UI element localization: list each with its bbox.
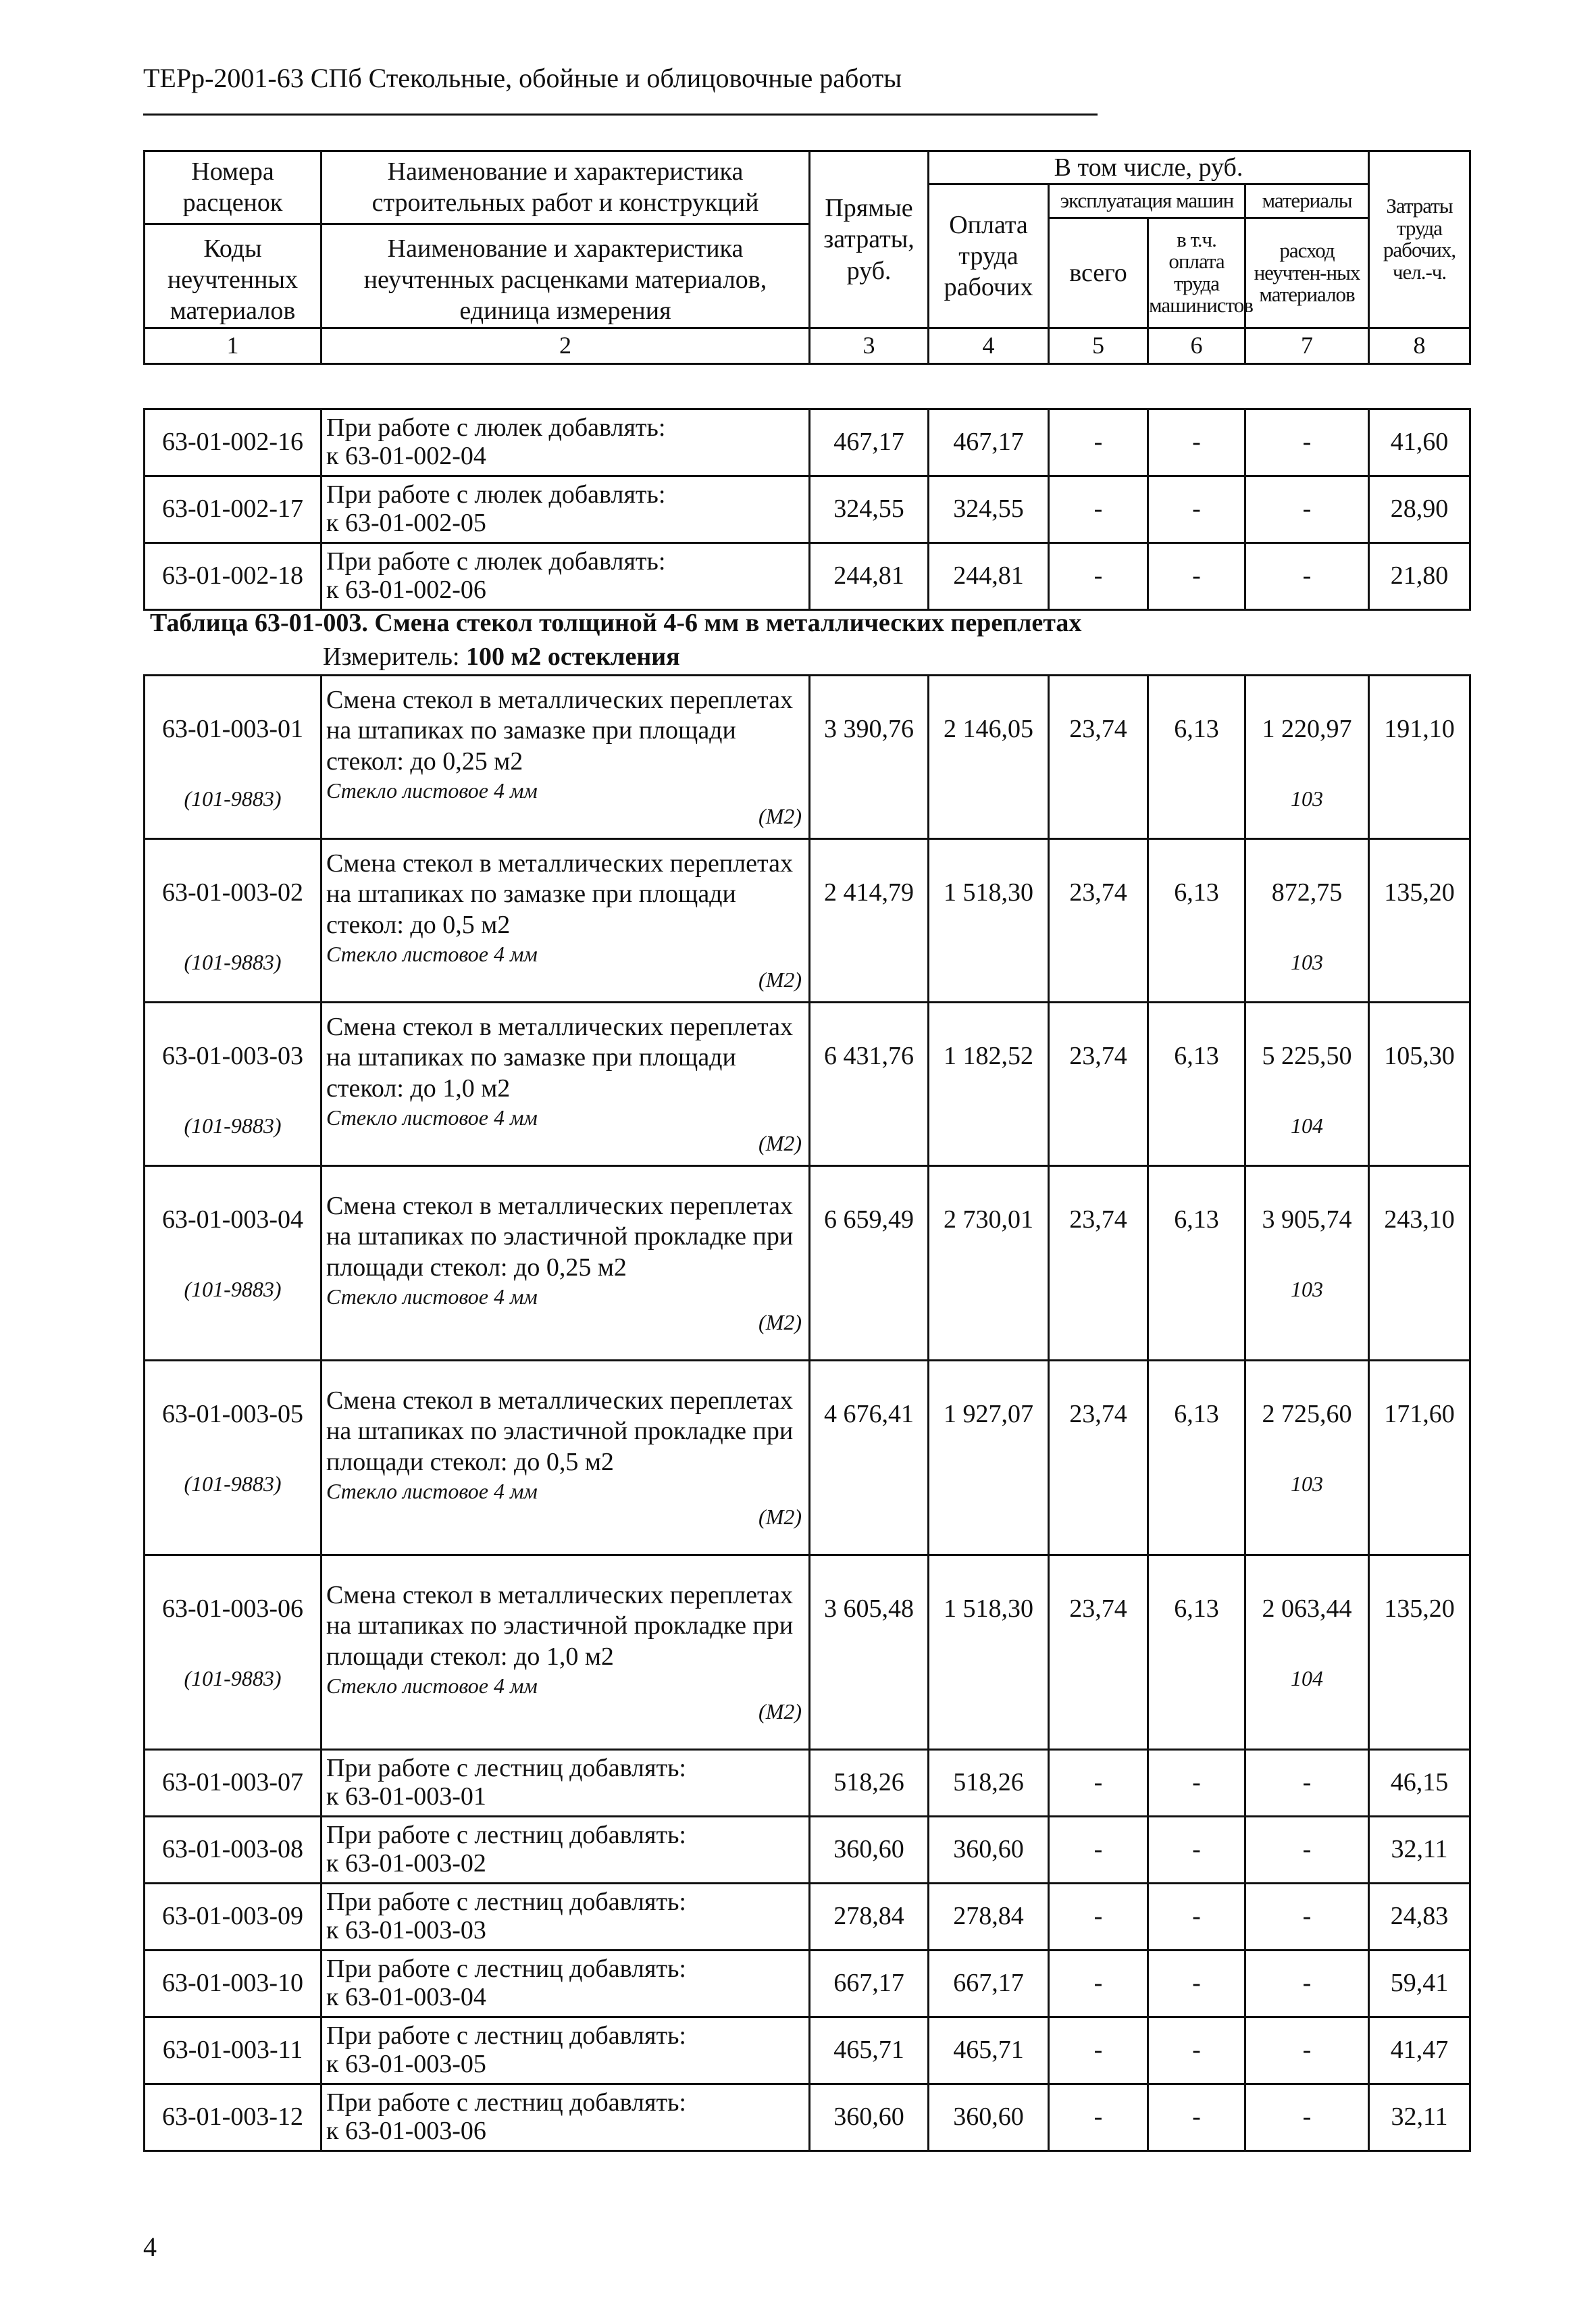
machine-labor-cost: - [1148, 476, 1245, 543]
materials-cost: - [1245, 476, 1369, 543]
table-row [145, 1750, 1470, 1817]
direct-cost-cell [810, 1555, 929, 1750]
rate-description-line2: к 63-01-002-05 [326, 509, 486, 537]
header-group: В том числе, руб. [929, 151, 1369, 184]
machine-labor-cost: - [1148, 1951, 1245, 2017]
direct-cost: 4 676,41 [824, 1400, 914, 1428]
materials-cost: - [1245, 409, 1369, 476]
table-row [145, 2017, 1470, 2084]
labor-hours: 191,10 [1384, 715, 1455, 743]
rate-description-line2: к 63-01-003-01 [326, 1782, 486, 1811]
labor-hours-cell [1369, 1555, 1470, 1750]
machine-labor-cost: - [1148, 2017, 1245, 2084]
rate-code: 63-01-003-10 [145, 1951, 321, 2017]
rate-code: 63-01-003-11 [145, 2017, 321, 2084]
header-materials: материалы [1245, 184, 1369, 218]
material-code: (101-9883) [184, 949, 282, 974]
machine-labor-cost-cell [1148, 1003, 1245, 1166]
labor-cost: 667,17 [929, 1951, 1049, 2017]
materials-cost: 5 225,50 [1262, 1042, 1352, 1070]
header-num-6: 6 [1148, 328, 1245, 363]
material-unit: (М2) [758, 1130, 802, 1155]
labor-cost: 2 146,05 [944, 715, 1033, 743]
rate-description [321, 1884, 810, 1951]
direct-cost: 3 605,48 [824, 1594, 914, 1623]
labor-cost: 1 927,07 [944, 1400, 1033, 1428]
labor-hours: 24,83 [1369, 1884, 1470, 1951]
labor-cost-cell [929, 839, 1049, 1003]
material-unit: (М2) [758, 803, 802, 828]
material-name: Стекло листовое 4 мм [326, 1284, 538, 1309]
rate-description-line1: При работе с люлек добавлять: [326, 547, 666, 576]
direct-cost: 6 659,49 [824, 1205, 914, 1234]
title-rule [143, 114, 1098, 116]
rate-description-line1: При работе с лестниц добавлять: [326, 2021, 686, 2051]
machine-cost-cell [1049, 676, 1148, 839]
header-num-5: 5 [1049, 328, 1148, 363]
labor-cost: 360,60 [929, 2084, 1049, 2151]
table-row [145, 1555, 1470, 1750]
header-col5: всего [1049, 218, 1148, 328]
materials-cost-cell [1245, 1166, 1369, 1361]
page-number: 4 [143, 2232, 157, 2262]
materials-cost-cell [1245, 1555, 1369, 1750]
material-code: (101-9883) [184, 1665, 282, 1690]
materials-cost-cell [1245, 676, 1369, 839]
labor-hours: 46,15 [1369, 1750, 1470, 1817]
labor-hours: 28,90 [1369, 476, 1470, 543]
rate-description [321, 543, 810, 610]
machine-labor-cost: 6,13 [1174, 1594, 1219, 1623]
machine-labor-cost: 6,13 [1174, 715, 1219, 743]
material-quantity: 103 [1291, 949, 1323, 974]
machine-cost: 23,74 [1069, 715, 1127, 743]
table-measure-value: 100 м2 остекления [466, 643, 680, 671]
column-header-table [143, 150, 1471, 365]
machine-cost-cell [1049, 1555, 1148, 1750]
machine-labor-cost-cell [1148, 1361, 1245, 1555]
materials-cost-cell [1245, 1361, 1369, 1555]
labor-hours: 41,60 [1369, 409, 1470, 476]
rate-description: Смена стекол в металлических переплетах на штапиках по эластичной прокладке при площади стекол: до 0,5 м2 [326, 1386, 794, 1476]
table-row [145, 1951, 1470, 2017]
labor-cost-cell [929, 1555, 1049, 1750]
labor-cost: 360,60 [929, 1817, 1049, 1884]
rate-code: 63-01-003-04 [162, 1205, 303, 1234]
machine-labor-cost-cell [1148, 676, 1245, 839]
material-quantity: 103 [1291, 1471, 1323, 1496]
direct-cost: 360,60 [810, 2084, 929, 2151]
rates-table-002 [143, 408, 1471, 611]
rate-code: 63-01-003-05 [162, 1400, 303, 1428]
rate-description: Смена стекол в металлических переплетах на штапиках по замазке при площади стекол: до 0,25 м2 [326, 685, 793, 776]
materials-cost: 872,75 [1271, 878, 1343, 907]
direct-cost: 324,55 [810, 476, 929, 543]
materials-cost: - [1245, 1750, 1369, 1817]
rate-description-line2: к 63-01-003-05 [326, 2050, 486, 2078]
labor-hours: 135,20 [1384, 1594, 1455, 1623]
direct-cost: 278,84 [810, 1884, 929, 1951]
materials-cost: - [1245, 1951, 1369, 2017]
machine-labor-cost: - [1148, 543, 1245, 610]
rate-code: 63-01-003-02 [162, 878, 303, 907]
table-measure-label: Измеритель: [323, 643, 466, 671]
rate-description [321, 1750, 810, 1817]
header-col2 [321, 151, 810, 328]
machine-cost-cell [1049, 1166, 1148, 1361]
labor-cost: 518,26 [929, 1750, 1049, 1817]
running-title: ТЕРр-2001-63 СПб Стекольные, обойные и облицовочные работы [143, 63, 902, 93]
machine-labor-cost: - [1148, 1750, 1245, 1817]
machine-labor-cost: 6,13 [1174, 1042, 1219, 1070]
header-col4: Оплата труда рабочих [929, 184, 1049, 328]
rate-description: Смена стекол в металлических переплетах на штапиках по замазке при площади стекол: до 1,0 м2 [326, 1012, 793, 1103]
rate-description: Смена стекол в металлических переплетах на штапиках по эластичной прокладке при площади стекол: до 0,25 м2 [326, 1191, 794, 1282]
rate-description [321, 409, 810, 476]
labor-hours: 135,20 [1384, 878, 1455, 907]
rate-description-line1: При работе с лестниц добавлять: [326, 1955, 686, 1984]
labor-cost: 324,55 [929, 476, 1049, 543]
material-name: Стекло листовое 4 мм [326, 778, 538, 803]
labor-cost: 278,84 [929, 1884, 1049, 1951]
labor-cost: 467,17 [929, 409, 1049, 476]
material-code: (101-9883) [184, 786, 282, 811]
rate-description-line2: к 63-01-002-04 [326, 442, 486, 470]
rate-description-line1: При работе с лестниц добавлять: [326, 2088, 686, 2117]
header-num-1: 1 [145, 328, 321, 363]
machine-labor-cost: - [1148, 409, 1245, 476]
rate-description-line2: к 63-01-002-06 [326, 576, 486, 604]
direct-cost-cell [810, 1361, 929, 1555]
direct-cost: 518,26 [810, 1750, 929, 1817]
machine-cost: 23,74 [1069, 878, 1127, 907]
table-row [145, 1003, 1470, 1166]
table-row [145, 839, 1470, 1003]
rate-code: 63-01-003-08 [145, 1817, 321, 1884]
machine-cost: - [1049, 2017, 1148, 2084]
materials-cost: - [1245, 2084, 1369, 2151]
rate-description [321, 1951, 810, 2017]
rate-description [321, 2084, 810, 2151]
materials-cost-cell [1245, 1003, 1369, 1166]
material-unit: (М2) [758, 1504, 802, 1529]
machine-labor-cost: 6,13 [1174, 1205, 1219, 1234]
table-row [145, 409, 1470, 476]
machine-cost: - [1049, 2084, 1148, 2151]
rate-description: Смена стекол в металлических переплетах на штапиках по замазке при площади стекол: до 0,5 м2 [326, 849, 793, 939]
rate-description-line1: При работе с лестниц добавлять: [326, 1754, 686, 1783]
table-row [145, 2084, 1470, 2151]
rate-description-line1: При работе с люлек добавлять: [326, 480, 666, 509]
material-quantity: 103 [1291, 1276, 1323, 1301]
machine-labor-cost: - [1148, 2084, 1245, 2151]
machine-cost-cell [1049, 839, 1148, 1003]
material-name: Стекло листовое 4 мм [326, 941, 538, 966]
materials-cost: 2 725,60 [1262, 1400, 1352, 1428]
header-col1-top: Номера расценок [145, 152, 320, 225]
rate-code: 63-01-003-06 [162, 1594, 303, 1623]
rate-description-line2: к 63-01-003-02 [326, 1849, 486, 1878]
material-unit: (М2) [758, 967, 802, 992]
header-machines: эксплуатация машин [1049, 184, 1245, 218]
rate-code: 63-01-003-01 [162, 715, 303, 743]
materials-cost: - [1245, 2017, 1369, 2084]
rate-description-line2: к 63-01-003-04 [326, 1983, 486, 2011]
machine-labor-cost: - [1148, 1817, 1245, 1884]
header-col7: расход неучтен-ных материалов [1245, 218, 1369, 328]
direct-cost-cell [810, 1166, 929, 1361]
rate-code-cell [145, 676, 321, 839]
machine-cost: - [1049, 409, 1148, 476]
labor-hours-cell [1369, 1003, 1470, 1166]
rate-code: 63-01-003-09 [145, 1884, 321, 1951]
labor-hours: 171,60 [1384, 1400, 1455, 1428]
direct-cost: 465,71 [810, 2017, 929, 2084]
table-caption: Таблица 63-01-003. Смена стекол толщиной 4-6 мм в металлических переплетах [150, 609, 1082, 637]
machine-cost: - [1049, 1817, 1148, 1884]
material-code: (101-9883) [184, 1471, 282, 1496]
rate-description [321, 2017, 810, 2084]
table-row [145, 1166, 1470, 1361]
rates-table-003 [143, 674, 1471, 2152]
direct-cost: 667,17 [810, 1951, 929, 2017]
machine-cost-cell [1049, 1003, 1148, 1166]
materials-cost: 3 905,74 [1262, 1205, 1352, 1234]
machine-cost: - [1049, 543, 1148, 610]
materials-cost: - [1245, 1817, 1369, 1884]
labor-cost: 1 182,52 [944, 1042, 1033, 1070]
machine-cost: 23,74 [1069, 1042, 1127, 1070]
direct-cost: 360,60 [810, 1817, 929, 1884]
direct-cost: 2 414,79 [824, 878, 914, 907]
table-measure [323, 642, 680, 672]
header-col1-bottom: Коды неучтенных материалов [167, 234, 299, 326]
header-col2-top: Наименование и характеристика строительных работ и конструкций [322, 152, 808, 225]
machine-labor-cost: 6,13 [1174, 1400, 1219, 1428]
rate-description-cell [321, 1003, 810, 1166]
machine-labor-cost-cell [1148, 1555, 1245, 1750]
header-num-7: 7 [1245, 328, 1369, 363]
labor-hours-cell [1369, 1361, 1470, 1555]
header-col6 [1148, 218, 1253, 328]
machine-labor-cost: - [1148, 1884, 1245, 1951]
rate-code: 63-01-002-16 [145, 409, 321, 476]
materials-cost: - [1245, 543, 1369, 610]
labor-hours: 243,10 [1384, 1205, 1455, 1234]
machine-cost-cell [1049, 1361, 1148, 1555]
rate-description [321, 1817, 810, 1884]
rate-description [321, 476, 810, 543]
direct-cost-cell [810, 1003, 929, 1166]
machine-cost: - [1049, 476, 1148, 543]
labor-hours-cell [1369, 676, 1470, 839]
labor-cost: 244,81 [929, 543, 1049, 610]
material-unit: (М2) [758, 1699, 802, 1724]
rate-description-line1: При работе с лестниц добавлять: [326, 1821, 686, 1850]
machine-labor-cost-cell [1148, 1166, 1245, 1361]
table-row [145, 1817, 1470, 1884]
materials-cost: 2 063,44 [1262, 1594, 1352, 1623]
rate-description-line2: к 63-01-003-03 [326, 1916, 486, 1944]
material-name: Стекло листовое 4 мм [326, 1673, 538, 1698]
machine-cost: 23,74 [1069, 1400, 1127, 1428]
direct-cost: 6 431,76 [824, 1042, 914, 1070]
header-col3: Прямые затраты, руб. [810, 151, 929, 328]
labor-hours: 32,11 [1369, 2084, 1470, 2151]
direct-cost: 467,17 [810, 409, 929, 476]
rate-description-cell [321, 1361, 810, 1555]
rate-description-cell [321, 1555, 810, 1750]
materials-cost: 1 220,97 [1262, 715, 1352, 743]
header-col8: Затраты труда рабочих, чел.-ч. [1369, 151, 1470, 328]
materials-cost: - [1245, 1884, 1369, 1951]
table-row [145, 1361, 1470, 1555]
labor-cost-cell [929, 1166, 1049, 1361]
material-code: (101-9883) [184, 1113, 282, 1138]
labor-cost: 465,71 [929, 2017, 1049, 2084]
rate-code-cell [145, 1003, 321, 1166]
direct-cost-cell [810, 676, 929, 839]
material-name: Стекло листовое 4 мм [326, 1478, 538, 1503]
machine-cost: - [1049, 1884, 1148, 1951]
labor-cost-cell [929, 676, 1049, 839]
material-code: (101-9883) [184, 1276, 282, 1301]
header-col1 [145, 151, 321, 328]
labor-hours-cell [1369, 839, 1470, 1003]
rate-description: Смена стекол в металлических переплетах на штапиках по эластичной прокладке при площади стекол: до 1,0 м2 [326, 1580, 794, 1671]
machine-labor-cost-cell [1148, 839, 1245, 1003]
direct-cost-cell [810, 839, 929, 1003]
machine-cost: 23,74 [1069, 1594, 1127, 1623]
rate-description-cell [321, 676, 810, 839]
rate-code-cell [145, 1555, 321, 1750]
table-row [145, 1884, 1470, 1951]
rate-code: 63-01-002-17 [145, 476, 321, 543]
labor-cost-cell [929, 1361, 1049, 1555]
rate-description-line2: к 63-01-003-06 [326, 2117, 486, 2145]
machine-cost: - [1049, 1750, 1148, 1817]
machine-cost: - [1049, 1951, 1148, 2017]
header-col6-label: в т.ч. оплата труда машинистов [1149, 227, 1253, 318]
labor-cost-cell [929, 1003, 1049, 1166]
machine-cost: 23,74 [1069, 1205, 1127, 1234]
labor-hours-cell [1369, 1166, 1470, 1361]
rate-description-cell [321, 839, 810, 1003]
rate-description-line1: При работе с лестниц добавлять: [326, 1888, 686, 1917]
table-row [145, 676, 1470, 839]
header-num-8: 8 [1369, 328, 1470, 363]
rate-code: 63-01-003-03 [162, 1042, 303, 1070]
material-name: Стекло листовое 4 мм [326, 1105, 538, 1130]
rate-code: 63-01-003-07 [145, 1750, 321, 1817]
labor-hours: 41,47 [1369, 2017, 1470, 2084]
table-row [145, 476, 1470, 543]
rate-code-cell [145, 1361, 321, 1555]
header-num-3: 3 [810, 328, 929, 363]
machine-labor-cost: 6,13 [1174, 878, 1219, 907]
header-num-4: 4 [929, 328, 1049, 363]
header-col2-bottom: Наименование и характеристика неучтенных расценками материалов, единица измерения [363, 234, 767, 326]
labor-cost: 1 518,30 [944, 878, 1033, 907]
material-quantity: 104 [1291, 1665, 1323, 1690]
direct-cost: 3 390,76 [824, 715, 914, 743]
table-row [145, 543, 1470, 610]
labor-hours: 105,30 [1384, 1042, 1455, 1070]
labor-hours: 32,11 [1369, 1817, 1470, 1884]
labor-cost: 1 518,30 [944, 1594, 1033, 1623]
rate-code-cell [145, 1166, 321, 1361]
rate-description-cell [321, 1166, 810, 1361]
rate-code: 63-01-003-12 [145, 2084, 321, 2151]
material-unit: (М2) [758, 1309, 802, 1334]
material-quantity: 103 [1291, 786, 1323, 811]
direct-cost: 244,81 [810, 543, 929, 610]
labor-hours: 59,41 [1369, 1951, 1470, 2017]
rate-code: 63-01-002-18 [145, 543, 321, 610]
labor-hours: 21,80 [1369, 543, 1470, 610]
header-num-2: 2 [321, 328, 810, 363]
rate-code-cell [145, 839, 321, 1003]
rate-description-line1: При работе с люлек добавлять: [326, 413, 666, 443]
labor-cost: 2 730,01 [944, 1205, 1033, 1234]
materials-cost-cell [1245, 839, 1369, 1003]
material-quantity: 104 [1291, 1113, 1323, 1138]
